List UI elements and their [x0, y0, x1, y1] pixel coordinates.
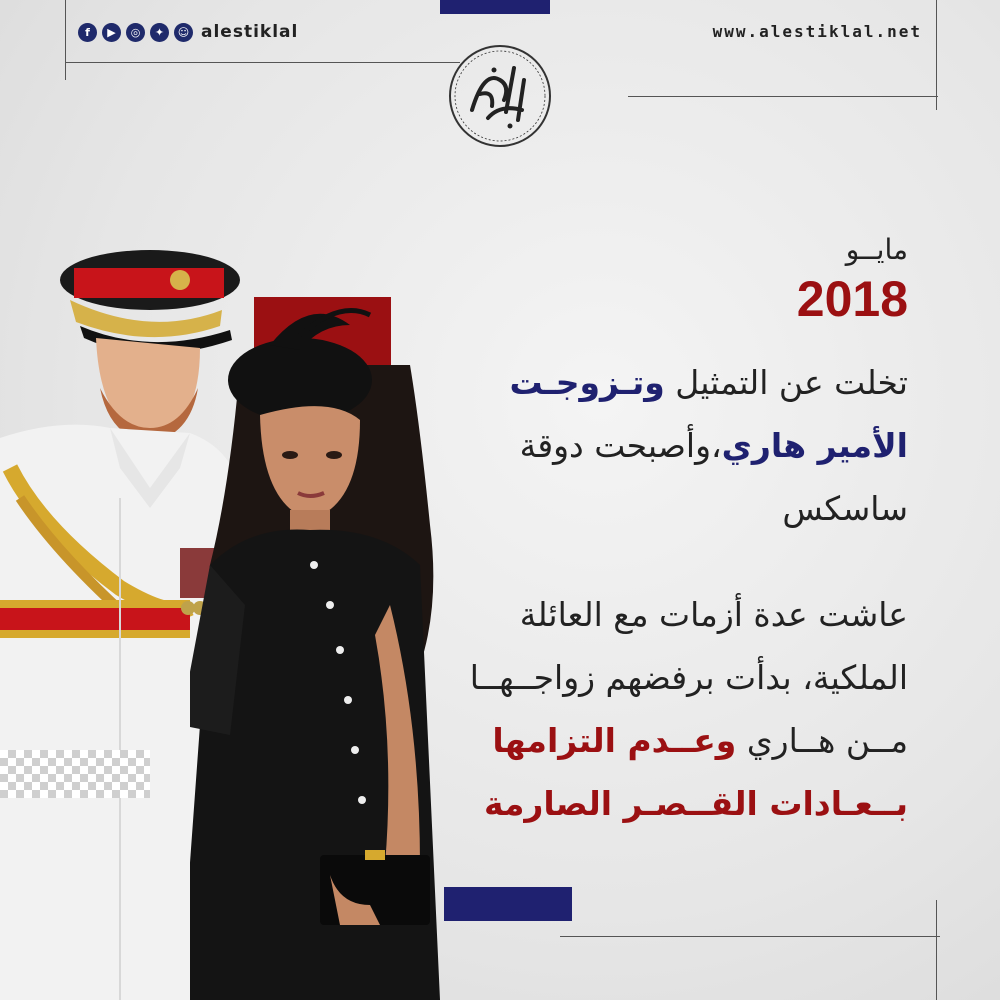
top-accent-bar — [440, 0, 550, 14]
meghan-markle-photo — [190, 305, 460, 1000]
frame-line — [936, 0, 937, 110]
paragraph-marriage — [468, 351, 908, 540]
frame-line — [628, 96, 938, 97]
instagram-icon[interactable]: ◎ — [126, 23, 145, 42]
paragraph-text: عاشت عدة أزمات مع العائلة الملكية، بدأت برفضهم زواجــهــا مــن هــاري — [469, 595, 908, 760]
social-links — [78, 22, 298, 42]
calligraphy-logo — [444, 40, 556, 152]
frame-line — [936, 900, 937, 1000]
snapchat-icon[interactable]: ☺ — [174, 23, 193, 42]
youtube-icon[interactable]: ▶ — [102, 23, 121, 42]
highlight-palace-customs: وعــدم التزامها بــعـادات القــصـر الصارمة — [483, 721, 908, 823]
facebook-icon[interactable]: f — [78, 23, 97, 42]
paragraph-text: تخلت عن التمثيل — [664, 363, 908, 402]
frame-line — [560, 936, 940, 937]
year-label: 2018 — [796, 271, 908, 327]
frame-line — [65, 0, 66, 80]
highlight-married-prince: وتـزوجـت الأمير هاري — [509, 363, 908, 465]
transparency-checker — [0, 750, 150, 798]
social-handle: alestiklal — [201, 22, 299, 42]
month-label: مايــو — [845, 233, 908, 266]
paragraph-text: ،وأصبحت دوقة ساسكس — [519, 426, 908, 528]
website-url[interactable]: www.alestiklal.net — [712, 22, 922, 41]
paragraph-crises — [468, 583, 908, 835]
twitter-icon[interactable]: ✦ — [150, 23, 169, 42]
frame-line — [65, 62, 460, 63]
bottom-accent-bar — [444, 887, 572, 921]
